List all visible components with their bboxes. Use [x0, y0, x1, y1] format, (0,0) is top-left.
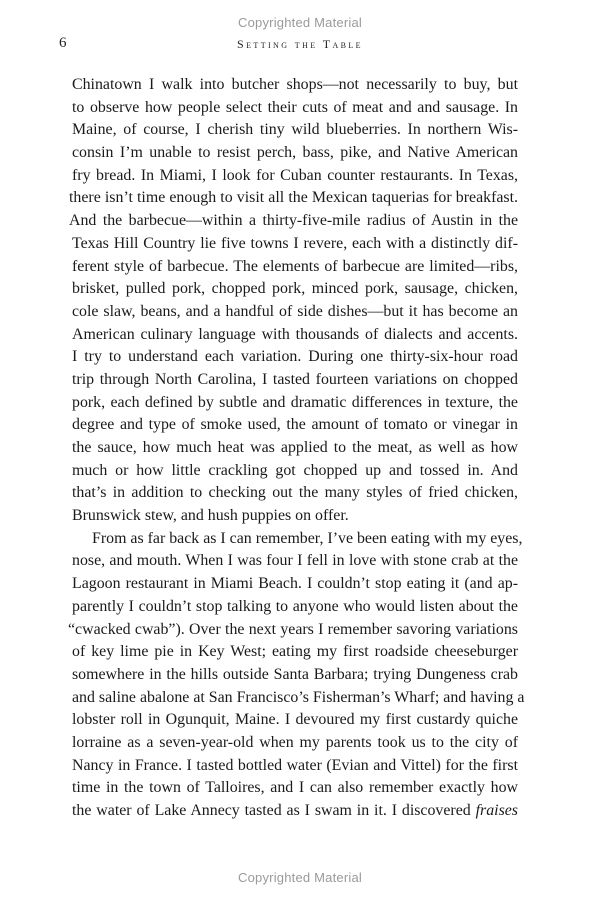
- text-line: of key lime pie in Key West; eating my first roadside cheeseburger: [72, 643, 518, 661]
- text-line: to observe how people select their cuts of meat and and sausage. In: [72, 98, 518, 116]
- text-line: I try to understand each variation. During one thirty-six-hour road: [72, 348, 518, 366]
- text-line: And the barbecue—within a thirty-five-mile radius of Austin in the: [69, 212, 518, 230]
- italic-word: fraises: [475, 802, 518, 819]
- page-number: 6: [59, 35, 67, 51]
- text-line: Chinatown I walk into butcher shops—not necessarily to buy, but: [72, 76, 518, 93]
- text-line: Nancy in France. I tasted bottled water (Evian and Vittel) for the first: [72, 756, 518, 774]
- body-text: [68, 74, 525, 823]
- text-line-last: [72, 800, 518, 823]
- text-line: parently I couldn’t stop talking to anyone who would listen about the: [72, 597, 518, 615]
- text-line: nose, and mouth. When I was four I fell in love with stone crab at the: [72, 552, 518, 570]
- text-line: fry bread. In Miami, I look for Cuban counter restaurants. In Texas,: [72, 166, 518, 184]
- text-line-content: the water of Lake Annecy tasted as I swam in it. I discovered: [72, 802, 471, 819]
- text-line-paragraph-end: Brunswick stew, and hush puppies on offer.: [72, 507, 349, 525]
- running-head: Setting the Table: [237, 37, 363, 51]
- text-line: Texas Hill Country lie five towns I revere, each with a distinctly dif-: [72, 234, 518, 252]
- copyright-watermark-top: Copyrighted Material: [238, 15, 362, 30]
- text-line: that’s in addition to checking out the many styles of fried chicken,: [72, 484, 518, 502]
- text-line: the sauce, how much heat was applied to the meat, as well as how: [72, 439, 518, 456]
- text-line: “cwacked cwab”). Over the next years I remember savoring variations: [68, 620, 518, 638]
- text-line: lobster roll in Ogunquit, Maine. I devoured my first custardy quiche: [72, 711, 518, 729]
- text-line-paragraph-start: From as far back as I can remember, I’ve been eating with my eyes,: [92, 529, 523, 547]
- text-line: pork, each defined by subtle and dramatic differences in texture, the: [72, 393, 518, 411]
- text-line: much or how little crackling got chopped up and tossed in. And: [72, 461, 518, 479]
- text-line: Maine, of course, I cherish tiny wild blueberries. In northern Wis-: [72, 121, 518, 139]
- text-line: brisket, pulled pork, chopped pork, minced pork, sausage, chicken,: [72, 280, 518, 298]
- text-line: ferent style of barbecue. The elements of barbecue are limited—ribs,: [72, 257, 518, 275]
- text-line: American culinary language with thousands of dialects and accents.: [72, 325, 518, 343]
- text-line: cole slaw, beans, and a handful of side dishes—but it has become an: [72, 302, 518, 320]
- text-line: lorraine as a seven-year-old when my parents took us to the city of: [72, 733, 518, 751]
- text-line: and saline abalone at San Francisco’s Fisherman’s Wharf; and having a: [72, 688, 525, 706]
- text-line: trip through North Carolina, I tasted fourteen variations on chopped: [72, 370, 518, 388]
- text-line: Lagoon restaurant in Miami Beach. I couldn’t stop eating it (and ap-: [72, 575, 518, 593]
- text-line: consin I’m unable to resist perch, bass, pike, and Native American: [72, 144, 518, 162]
- copyright-watermark-bottom: Copyrighted Material: [238, 870, 362, 885]
- text-line: there isn’t time enough to visit all the Mexican taquerias for breakfast.: [69, 189, 518, 207]
- text-line: time in the town of Talloires, and I can also remember exactly how: [72, 779, 518, 797]
- text-line: degree and type of smoke used, the amount of tomato or vinegar in: [72, 416, 518, 434]
- text-line: somewhere in the hills outside Santa Barbara; trying Dungeness crab: [72, 665, 518, 683]
